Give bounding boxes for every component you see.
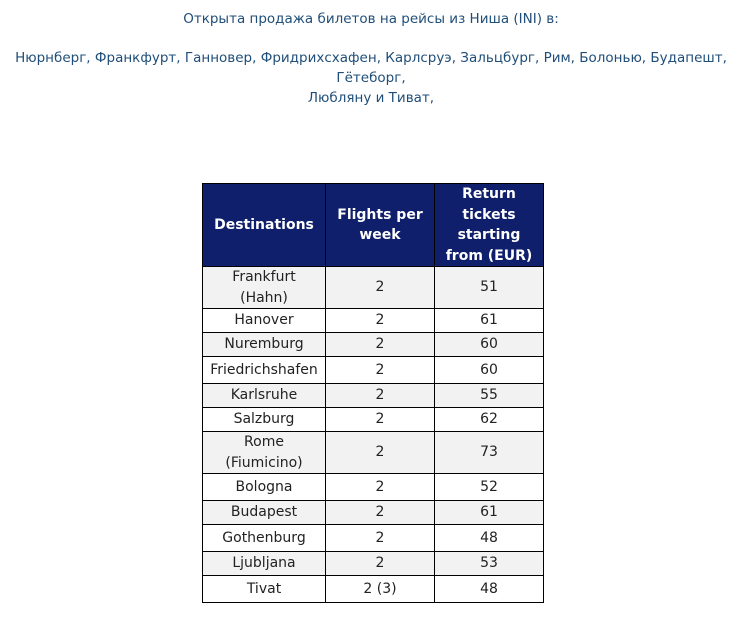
table-header-row [203, 184, 544, 267]
header-flights-per-week: Flights per week [326, 184, 435, 267]
price-cell: 48 [435, 576, 544, 603]
flights-cell: 2 [326, 357, 435, 384]
price-cell: 51 [435, 267, 544, 309]
flights-cell: 2 [326, 552, 435, 576]
intro-city-list-line-2: Любляну и Тиват, [307, 90, 435, 106]
flights-cell: 2 (3) [326, 576, 435, 603]
table-row [203, 357, 544, 384]
destinations-table [202, 183, 544, 603]
table-row [203, 552, 544, 576]
flights-cell: 2 [326, 267, 435, 309]
price-cell: 55 [435, 384, 544, 408]
table-row [203, 333, 544, 357]
header-destinations: Destinations [203, 184, 326, 267]
flights-cell: 2 [326, 525, 435, 552]
table-row [203, 474, 544, 501]
destination-cell: Friedrichshafen [203, 357, 326, 384]
destination-cell: Gothenburg [203, 525, 326, 552]
table-row [203, 267, 544, 309]
destination-cell: Nuremburg [203, 333, 326, 357]
price-cell: 73 [435, 432, 544, 474]
destination-cell: Salzburg [203, 408, 326, 432]
flights-cell: 2 [326, 474, 435, 501]
destination-cell: Tivat [203, 576, 326, 603]
price-cell: 61 [435, 309, 544, 333]
price-cell: 61 [435, 501, 544, 525]
intro-city-list-line-1: Нюрнберг, Франкфурт, Ганновер, Фридрихсхафен, Карлсруэ, Зальцбург, Рим, Болонью, Будапешт, Гётеборг, [15, 50, 727, 86]
destination-cell: Ljubljana [203, 552, 326, 576]
flights-cell: 2 [326, 309, 435, 333]
table-row [203, 501, 544, 525]
flights-cell: 2 [326, 501, 435, 525]
destination-cell: Frankfurt (Hahn) [203, 267, 326, 309]
table-row [203, 432, 544, 474]
price-cell: 52 [435, 474, 544, 501]
price-cell: 48 [435, 525, 544, 552]
flights-cell: 2 [326, 384, 435, 408]
table-row [203, 576, 544, 603]
flights-cell: 2 [326, 408, 435, 432]
destination-cell: Rome (Fiumicino) [203, 432, 326, 474]
flights-cell: 2 [326, 432, 435, 474]
intro-heading: Открыта продажа билетов на рейсы из Ниша (INI) в: [183, 11, 559, 27]
header-return-tickets-price: Return tickets starting from (EUR) [435, 184, 544, 267]
table-row [203, 384, 544, 408]
table-row [203, 408, 544, 432]
price-cell: 62 [435, 408, 544, 432]
destination-cell: Bologna [203, 474, 326, 501]
destination-cell: Hanover [203, 309, 326, 333]
intro-city-list [0, 48, 742, 108]
price-cell: 60 [435, 333, 544, 357]
destination-cell: Karlsruhe [203, 384, 326, 408]
price-cell: 53 [435, 552, 544, 576]
table-row [203, 525, 544, 552]
flights-cell: 2 [326, 333, 435, 357]
price-cell: 60 [435, 357, 544, 384]
destination-cell: Budapest [203, 501, 326, 525]
table-row [203, 309, 544, 333]
